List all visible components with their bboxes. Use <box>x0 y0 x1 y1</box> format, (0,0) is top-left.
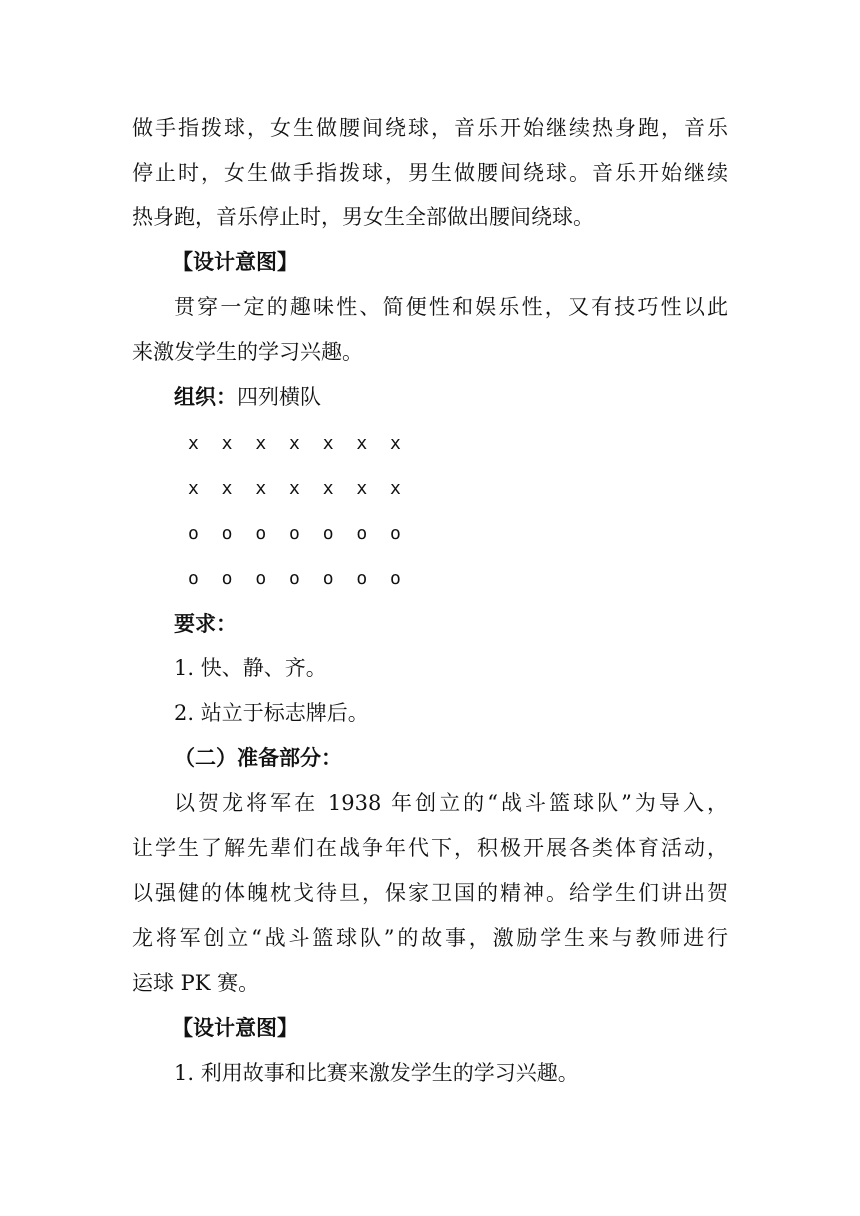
formation-row: o o o o o o o <box>188 568 407 589</box>
section-heading: 【设计意图】 <box>172 249 298 274</box>
organization-value: 四列横队 <box>237 385 321 409</box>
paragraph-line: 运球 PK 赛。 <box>132 971 260 995</box>
paragraph-line: 以强健的体魄枕戈待旦，保家卫国的精神。给学生们讲出贺 <box>132 881 728 905</box>
paragraph-line: 来激发学生的学习兴趣。 <box>132 340 363 364</box>
paragraph-line: 贯穿一定的趣味性、简便性和娱乐性，又有技巧性以此 <box>174 295 728 319</box>
requirements-heading: 要求： <box>174 611 237 636</box>
formation-row: o o o o o o o <box>188 523 407 544</box>
organization-label: 组织： <box>174 384 237 409</box>
section-heading: （二）准备部分： <box>174 745 342 770</box>
section-heading: 【设计意图】 <box>172 1015 298 1040</box>
requirement-item: 2. 站立于标志牌后。 <box>174 701 369 725</box>
requirement-item: 1. 快、静、齐。 <box>174 656 327 680</box>
formation-row: x x x x x x x <box>188 478 407 499</box>
formation-row: x x x x x x x <box>188 433 407 454</box>
paragraph-line: 龙将军创立“战斗篮球队”的故事，激励学生来与教师进行 <box>132 926 728 950</box>
paragraph-line: 做手指拨球，女生做腰间绕球，音乐开始继续热身跑，音乐 <box>132 116 728 140</box>
paragraph-line: 以贺龙将军在 1938 年创立的“战斗篮球队”为导入， <box>174 791 728 815</box>
paragraph-line: 1. 利用故事和比赛来激发学生的学习兴趣。 <box>174 1061 579 1085</box>
organization-line <box>174 381 321 413</box>
paragraph-line: 让学生了解先辈们在战争年代下，积极开展各类体育活动， <box>132 836 728 860</box>
paragraph-line: 停止时，女生做手指拨球，男生做腰间绕球。音乐开始继续 <box>132 161 728 185</box>
paragraph-line: 热身跑，音乐停止时，男女生全部做出腰间绕球。 <box>132 205 594 229</box>
